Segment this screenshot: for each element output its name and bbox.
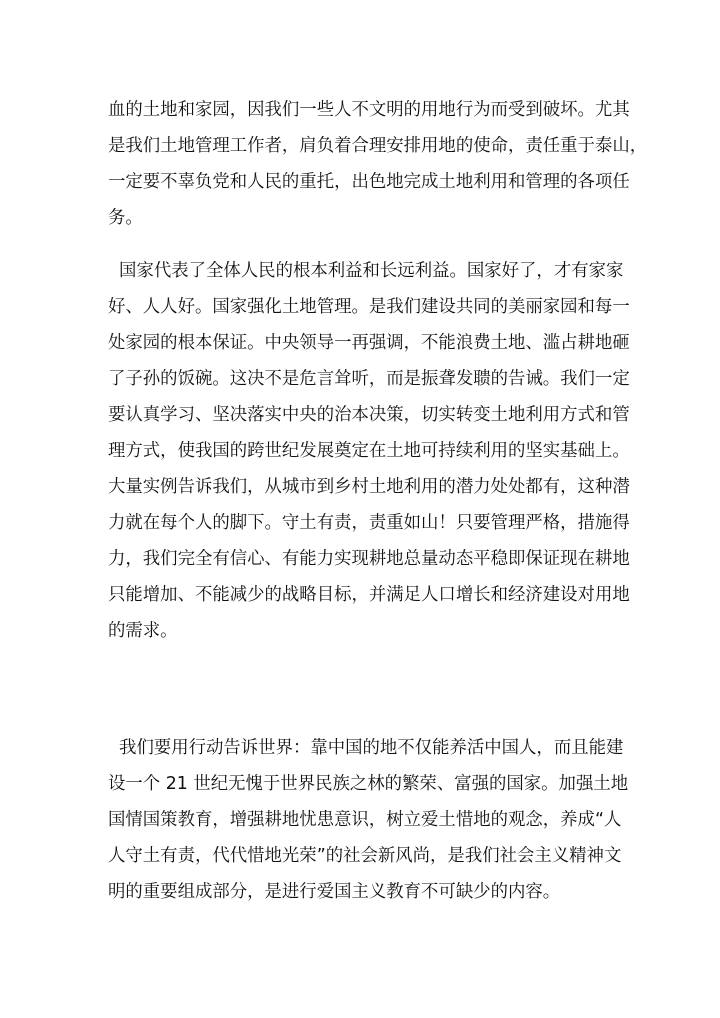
text-line: 要认真学习、坚决落实中央的治本决策，切实转变土地利用方式和管 [108, 405, 630, 425]
paragraph-3 [108, 730, 629, 910]
text-line: 只能增加、不能减少的战略目标，并满足人口增长和经济建设对用地 [108, 585, 630, 605]
text-line: 血的土地和家园，因我们一些人不文明的用地行为而受到破坏。尤其 [108, 100, 630, 120]
text-line: 好、人人好。国家强化土地管理。是我们建设共同的美丽家园和每一 [108, 297, 630, 317]
paragraph-1 [108, 92, 648, 236]
text-line: 力，我们完全有信心、有能力实现耕地总量动态平稳即保证现在耕地 [108, 549, 630, 569]
text-line: 理方式，使我国的跨世纪发展奠定在土地可持续利用的坚实基础上。 [108, 441, 630, 461]
text-line: 人守土有责，代代惜地光荣”的社会新风尚，是我们社会主义精神文 [108, 846, 622, 866]
text-line: 国家代表了全体人民的根本利益和长远利益。国家好了，才有家家 [108, 261, 624, 281]
text-line: 了子孙的饭碗。这决不是危言耸听，而是振聋发聩的告诫。我们一定 [108, 369, 630, 389]
text-line: 力就在每个人的脚下。守土有责，责重如山！只要管理严格，措施得 [108, 513, 630, 533]
text-line: 的需求。 [108, 621, 178, 641]
text-line: 大量实例告诉我们，从城市到乡村土地利用的潜力处处都有，这种潜 [108, 477, 630, 497]
text-line: 务。 [108, 208, 143, 228]
text-line: 我们要用行动告诉世界：靠中国的地不仅能养活中国人，而且能建 [108, 738, 624, 758]
text-line: 设一个 21 世纪无愧于世界民族之林的繁荣、富强的国家。加强土地 [108, 774, 629, 794]
text-line: 一定要不辜负党和人民的重托，出色地完成土地利用和管理的各项任 [108, 172, 630, 192]
text-line: 明的重要组成部分，是进行爱国主义教育不可缺少的内容。 [108, 882, 561, 902]
text-line: 是我们土地管理工作者，肩负着合理安排用地的使命，责任重于泰山， [108, 136, 648, 156]
paragraph-2 [108, 253, 630, 649]
text-line: 国情国策教育，增强耕地忧患意识，树立爱土惜地的观念，养成“人 [108, 810, 622, 830]
text-line: 处家园的根本保证。中央领导一再强调，不能浪费土地、滥占耕地砸 [108, 333, 630, 353]
